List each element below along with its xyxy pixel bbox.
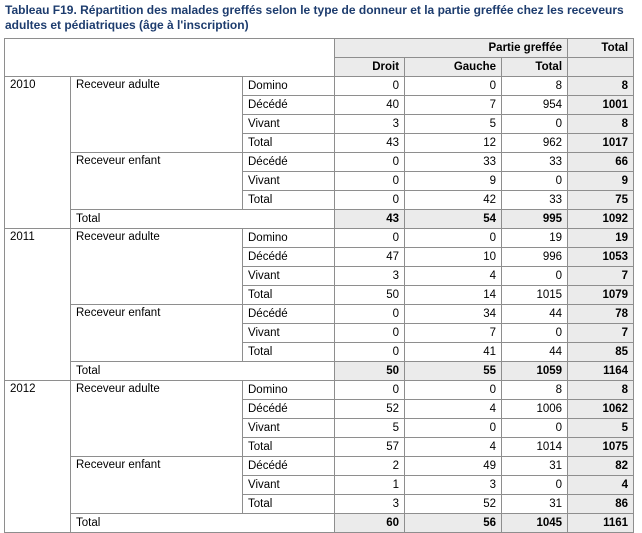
year-total-subtotal: 995 xyxy=(502,210,568,229)
header-total: Total xyxy=(568,39,634,58)
droit-cell: 0 xyxy=(335,324,405,343)
subtotal-cell: 19 xyxy=(502,229,568,248)
grand-total-cell: 1062 xyxy=(568,400,634,419)
subtotal-cell: 44 xyxy=(502,343,568,362)
table-row xyxy=(5,457,634,476)
subtotal-cell: 0 xyxy=(502,267,568,286)
subtotal-cell: 31 xyxy=(502,457,568,476)
title-line-1: Tableau F19. Répartition des malades greffés selon le type de donneur et la partie greffée chez les receveurs xyxy=(5,3,624,17)
year-total-subtotal: 1045 xyxy=(502,514,568,533)
donor-type-cell: Décédé xyxy=(243,153,335,172)
grand-total-cell: 8 xyxy=(568,77,634,96)
droit-cell: 0 xyxy=(335,305,405,324)
grand-total-cell: 1075 xyxy=(568,438,634,457)
donor-type-cell: Domino xyxy=(243,77,335,96)
recipient-cell: Receveur enfant xyxy=(71,305,243,362)
grand-total-cell: 9 xyxy=(568,172,634,191)
recipient-cell: Receveur adulte xyxy=(71,77,243,153)
gauche-cell: 42 xyxy=(405,191,502,210)
header-total-blank xyxy=(568,58,634,77)
year-total-row xyxy=(5,362,634,381)
grand-total-cell: 4 xyxy=(568,476,634,495)
grand-total-cell: 8 xyxy=(568,115,634,134)
donor-type-cell: Décédé xyxy=(243,305,335,324)
gauche-cell: 34 xyxy=(405,305,502,324)
year-cell: 2010 xyxy=(5,77,71,229)
droit-cell: 52 xyxy=(335,400,405,419)
gauche-cell: 4 xyxy=(405,438,502,457)
header-sub-total: Total xyxy=(502,58,568,77)
year-total-row xyxy=(5,514,634,533)
subtotal-cell: 33 xyxy=(502,153,568,172)
table-row xyxy=(5,381,634,400)
droit-cell: 3 xyxy=(335,495,405,514)
year-total-grand: 1164 xyxy=(568,362,634,381)
header-droit: Droit xyxy=(335,58,405,77)
donor-type-cell: Décédé xyxy=(243,457,335,476)
gauche-cell: 41 xyxy=(405,343,502,362)
droit-cell: 40 xyxy=(335,96,405,115)
gauche-cell: 0 xyxy=(405,419,502,438)
header-partie-greffee: Partie greffée xyxy=(335,39,568,58)
subtotal-cell: 8 xyxy=(502,381,568,400)
grand-total-cell: 1017 xyxy=(568,134,634,153)
donor-type-cell: Total xyxy=(243,134,335,153)
donor-type-cell: Vivant xyxy=(243,115,335,134)
subtotal-cell: 44 xyxy=(502,305,568,324)
grand-total-cell: 7 xyxy=(568,267,634,286)
year-total-label: Total xyxy=(71,210,335,229)
droit-cell: 3 xyxy=(335,267,405,286)
subtotal-cell: 1006 xyxy=(502,400,568,419)
donor-type-cell: Domino xyxy=(243,229,335,248)
gauche-cell: 0 xyxy=(405,229,502,248)
droit-cell: 1 xyxy=(335,476,405,495)
gauche-cell: 52 xyxy=(405,495,502,514)
subtotal-cell: 0 xyxy=(502,324,568,343)
recipient-cell: Receveur enfant xyxy=(71,457,243,514)
donor-type-cell: Total xyxy=(243,191,335,210)
subtotal-cell: 0 xyxy=(502,419,568,438)
gauche-cell: 49 xyxy=(405,457,502,476)
subtotal-cell: 0 xyxy=(502,115,568,134)
subtotal-cell: 1014 xyxy=(502,438,568,457)
grand-total-cell: 78 xyxy=(568,305,634,324)
gauche-cell: 9 xyxy=(405,172,502,191)
grand-total-cell: 82 xyxy=(568,457,634,476)
donor-type-cell: Vivant xyxy=(243,324,335,343)
grand-total-cell: 8 xyxy=(568,381,634,400)
subtotal-cell: 0 xyxy=(502,172,568,191)
subtotal-cell: 33 xyxy=(502,191,568,210)
subtotal-cell: 954 xyxy=(502,96,568,115)
grand-total-cell: 85 xyxy=(568,343,634,362)
donor-type-cell: Total xyxy=(243,343,335,362)
gauche-cell: 7 xyxy=(405,96,502,115)
year-total-grand: 1092 xyxy=(568,210,634,229)
gauche-cell: 4 xyxy=(405,400,502,419)
grand-total-cell: 66 xyxy=(568,153,634,172)
grand-total-cell: 5 xyxy=(568,419,634,438)
droit-cell: 47 xyxy=(335,248,405,267)
table-row xyxy=(5,229,634,248)
donor-type-cell: Total xyxy=(243,438,335,457)
year-total-row xyxy=(5,210,634,229)
donor-type-cell: Décédé xyxy=(243,96,335,115)
table-row xyxy=(5,153,634,172)
gauche-cell: 10 xyxy=(405,248,502,267)
gauche-cell: 0 xyxy=(405,77,502,96)
year-total-label: Total xyxy=(71,514,335,533)
subtotal-cell: 0 xyxy=(502,476,568,495)
header-gauche: Gauche xyxy=(405,58,502,77)
year-total-gauche: 55 xyxy=(405,362,502,381)
table-row xyxy=(5,77,634,96)
grand-total-cell: 19 xyxy=(568,229,634,248)
droit-cell: 43 xyxy=(335,134,405,153)
table-row xyxy=(5,305,634,324)
table-body xyxy=(5,39,634,533)
year-total-grand: 1161 xyxy=(568,514,634,533)
grand-total-cell: 7 xyxy=(568,324,634,343)
droit-cell: 50 xyxy=(335,286,405,305)
subtotal-cell: 31 xyxy=(502,495,568,514)
subtotal-cell: 962 xyxy=(502,134,568,153)
year-total-droit: 50 xyxy=(335,362,405,381)
donor-type-cell: Vivant xyxy=(243,419,335,438)
donor-type-cell: Vivant xyxy=(243,476,335,495)
gauche-cell: 12 xyxy=(405,134,502,153)
grand-total-cell: 1001 xyxy=(568,96,634,115)
recipient-cell: Receveur adulte xyxy=(71,381,243,457)
header-corner xyxy=(5,39,335,77)
year-total-droit: 43 xyxy=(335,210,405,229)
subtotal-cell: 8 xyxy=(502,77,568,96)
donor-type-cell: Vivant xyxy=(243,267,335,286)
year-total-gauche: 56 xyxy=(405,514,502,533)
table-title xyxy=(5,3,637,33)
droit-cell: 5 xyxy=(335,419,405,438)
donor-type-cell: Décédé xyxy=(243,248,335,267)
gauche-cell: 0 xyxy=(405,381,502,400)
gauche-cell: 5 xyxy=(405,115,502,134)
donor-type-cell: Domino xyxy=(243,381,335,400)
gauche-cell: 3 xyxy=(405,476,502,495)
droit-cell: 0 xyxy=(335,343,405,362)
donor-type-cell: Total xyxy=(243,495,335,514)
droit-cell: 3 xyxy=(335,115,405,134)
year-total-gauche: 54 xyxy=(405,210,502,229)
droit-cell: 0 xyxy=(335,191,405,210)
year-cell: 2011 xyxy=(5,229,71,381)
title-line-2: adultes et pédiatriques (âge à l'inscription) xyxy=(5,18,249,32)
droit-cell: 2 xyxy=(335,457,405,476)
droit-cell: 57 xyxy=(335,438,405,457)
grand-total-cell: 1053 xyxy=(568,248,634,267)
donor-type-cell: Vivant xyxy=(243,172,335,191)
droit-cell: 0 xyxy=(335,229,405,248)
gauche-cell: 14 xyxy=(405,286,502,305)
year-total-subtotal: 1059 xyxy=(502,362,568,381)
subtotal-cell: 996 xyxy=(502,248,568,267)
droit-cell: 0 xyxy=(335,153,405,172)
droit-cell: 0 xyxy=(335,172,405,191)
year-total-droit: 60 xyxy=(335,514,405,533)
year-cell: 2012 xyxy=(5,381,71,533)
recipient-cell: Receveur enfant xyxy=(71,153,243,210)
gauche-cell: 7 xyxy=(405,324,502,343)
donor-type-cell: Décédé xyxy=(243,400,335,419)
droit-cell: 0 xyxy=(335,381,405,400)
year-total-label: Total xyxy=(71,362,335,381)
data-table xyxy=(4,38,634,533)
grand-total-cell: 75 xyxy=(568,191,634,210)
grand-total-cell: 1079 xyxy=(568,286,634,305)
droit-cell: 0 xyxy=(335,77,405,96)
gauche-cell: 33 xyxy=(405,153,502,172)
header-row-top xyxy=(5,39,634,58)
donor-type-cell: Total xyxy=(243,286,335,305)
recipient-cell: Receveur adulte xyxy=(71,229,243,305)
subtotal-cell: 1015 xyxy=(502,286,568,305)
grand-total-cell: 86 xyxy=(568,495,634,514)
gauche-cell: 4 xyxy=(405,267,502,286)
